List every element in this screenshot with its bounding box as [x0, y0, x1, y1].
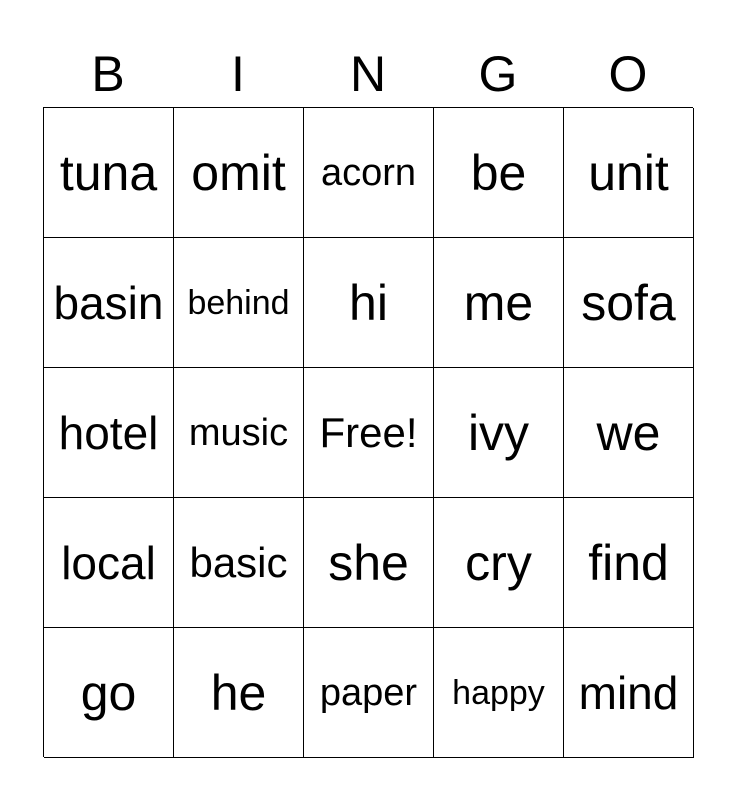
bingo-cell[interactable]: behind [174, 238, 304, 368]
bingo-cell[interactable]: music [174, 368, 304, 498]
bingo-cell[interactable]: hotel [44, 368, 174, 498]
header-letter-b: B [91, 46, 125, 102]
header-letter-i: I [231, 46, 245, 102]
bingo-cell[interactable]: ivy [434, 368, 564, 498]
bingo-cell[interactable]: be [434, 108, 564, 238]
bingo-cell[interactable]: she [304, 498, 434, 628]
bingo-cell[interactable]: basin [44, 238, 174, 368]
bingo-cell[interactable]: find [564, 498, 694, 628]
bingo-cell[interactable]: sofa [564, 238, 694, 368]
header-letter-n: N [349, 46, 387, 102]
bingo-cell[interactable]: hi [304, 238, 434, 368]
bingo-cell[interactable]: basic [174, 498, 304, 628]
bingo-cell[interactable]: unit [564, 108, 694, 238]
bingo-cell[interactable]: go [44, 628, 174, 758]
bingo-cell[interactable]: omit [174, 108, 304, 238]
bingo-cell[interactable]: we [564, 368, 694, 498]
bingo-cell[interactable]: tuna [44, 108, 174, 238]
free-space-cell[interactable]: Free! [304, 368, 434, 498]
bingo-cell[interactable]: happy [434, 628, 564, 758]
bingo-header [43, 42, 693, 106]
header-letter-o: O [608, 46, 648, 102]
bingo-cell[interactable]: he [174, 628, 304, 758]
bingo-cell[interactable]: local [44, 498, 174, 628]
bingo-board [43, 107, 693, 757]
bingo-cell[interactable]: paper [304, 628, 434, 758]
bingo-cell[interactable]: acorn [304, 108, 434, 238]
header-letter-g: G [478, 46, 518, 102]
bingo-cell[interactable]: cry [434, 498, 564, 628]
bingo-cell[interactable]: mind [564, 628, 694, 758]
bingo-cell[interactable]: me [434, 238, 564, 368]
